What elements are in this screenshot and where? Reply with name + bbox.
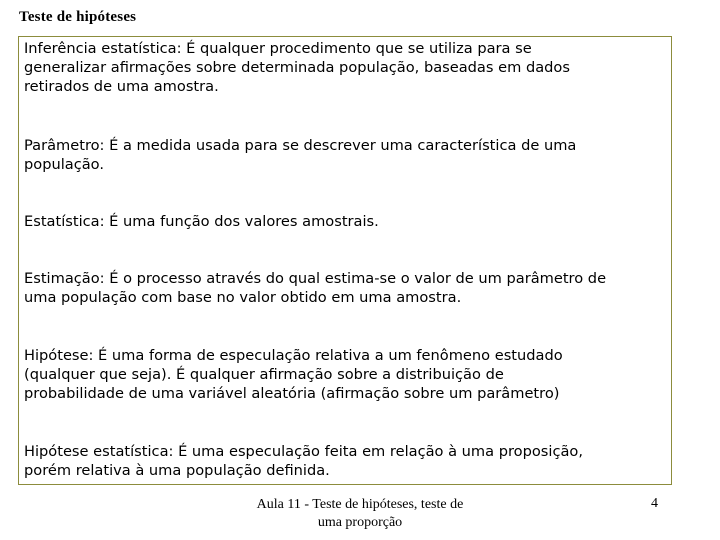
paragraph-parametro <box>24 136 576 174</box>
paragraph-estimacao <box>24 269 606 307</box>
text-line: Inferência estatística: É qualquer procedimento que se utiliza para se <box>24 40 532 57</box>
text-line: uma população com base no valor obtido em uma amostra. <box>24 289 462 306</box>
slide-footer <box>250 496 470 532</box>
text-line: população. <box>24 156 104 173</box>
paragraph-hipotese-estatistica <box>24 442 583 480</box>
text-line: porém relativa à uma população definida. <box>24 462 330 479</box>
footer-line: Aula 11 - Teste de hipóteses, teste de <box>256 497 464 512</box>
text-line: Estimação: É o processo através do qual estima-se o valor de um parâmetro de <box>24 270 607 287</box>
text-line: Parâmetro: É a medida usada para se descrever uma característica de uma <box>24 137 577 154</box>
content-box <box>18 36 672 485</box>
text-line: Hipótese: É uma forma de especulação relativa a um fenômeno estudado <box>24 347 563 364</box>
text-line: retirados de uma amostra. <box>24 78 219 95</box>
text-line: probabilidade de uma variável aleatória (afirmação sobre um parâmetro) <box>24 385 560 402</box>
paragraph-hipotese <box>24 346 563 403</box>
paragraph-estatistica <box>24 212 379 231</box>
paragraph-inferencia <box>24 39 570 96</box>
text-line: (qualquer que seja). É qualquer afirmação sobre a distribuição de <box>24 366 504 383</box>
text-line: generalizar afirmações sobre determinada população, baseadas em dados <box>24 59 570 76</box>
text-line: Estatística: É uma função dos valores amostrais. <box>24 213 379 230</box>
slide-title: Teste de hipóteses <box>19 9 137 25</box>
footer-line: uma proporção <box>317 515 403 530</box>
page-number: 4 <box>651 496 658 511</box>
text-line: Hipótese estatística: É uma especulação feita em relação à uma proposição, <box>24 443 583 460</box>
